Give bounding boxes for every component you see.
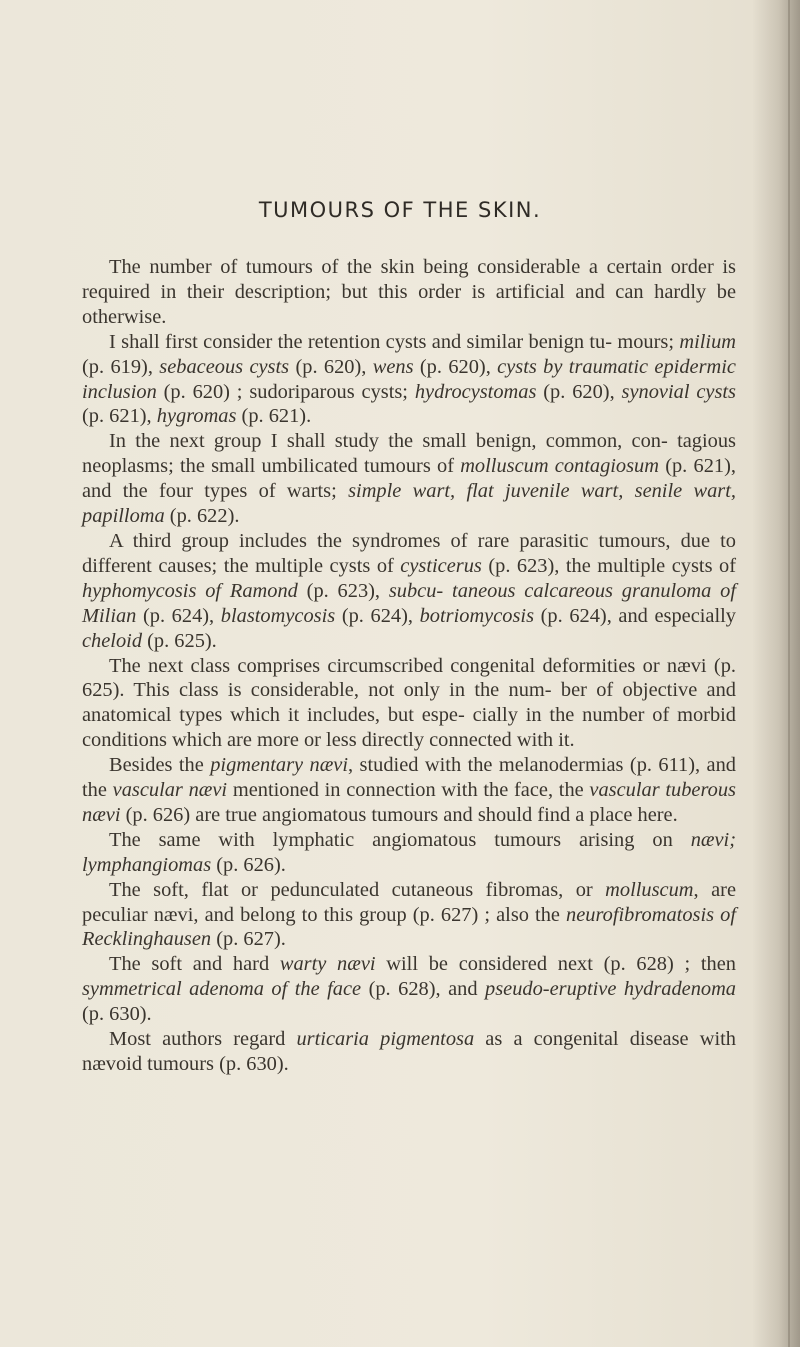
italic-term: urticaria pigmentosa: [296, 1028, 475, 1051]
paragraph: [82, 952, 736, 1027]
page-title: TUMOURS OF THE SKIN.: [258, 198, 542, 222]
text-run: The number of tumours of the skin being considerable a certain order is required in their description; but this order is artificial and can hardly be otherwise.: [82, 256, 736, 328]
text-run: (p. 620),: [536, 380, 622, 403]
italic-term: molluscum: [605, 878, 694, 901]
text-run: (p. 624),: [136, 604, 221, 627]
paragraph: [82, 255, 736, 330]
italic-term: botriomycosis: [419, 604, 535, 627]
text-run: (p. 619),: [82, 355, 160, 378]
italic-term: cysts by traumatic epidermic inclusion: [82, 355, 736, 403]
text-run: (p. 624), and especially: [534, 604, 736, 627]
paragraph: [82, 878, 736, 953]
italic-term: blastomycosis: [220, 604, 336, 627]
italic-term: cheloid: [82, 629, 143, 652]
text-run: will be considered next (p. 628) ; then: [375, 953, 736, 976]
italic-term: molluscum contagiosum: [460, 455, 659, 478]
text-run: Most authors regard: [109, 1028, 297, 1051]
paragraph: [82, 753, 736, 828]
italic-term: pigmentary nævi: [210, 754, 349, 777]
text-run: (p. 620) ; sudoriparous cysts;: [156, 380, 415, 403]
italic-term: sebaceous cysts: [159, 355, 290, 378]
text-run: I shall first consider the retention cysts and similar benign tu- mours;: [109, 330, 680, 353]
text-run: (p. 620),: [413, 355, 498, 378]
body-text: [82, 255, 736, 1077]
paragraph: [82, 1027, 736, 1077]
text-run: (p. 626) are true angiomatous tumours and should find a place here.: [120, 803, 678, 826]
text-run: as a congenital disease with nævoid tumours (p. 630).: [82, 1028, 736, 1075]
italic-term: warty nævi: [279, 953, 376, 976]
italic-term: hydrocystomas: [414, 380, 537, 403]
italic-term: synovial cysts: [621, 380, 736, 403]
text-run: The soft, flat or pedunculated cutaneous fibromas, or: [109, 878, 606, 901]
italic-term: pseudo-eruptive hydradenoma: [485, 978, 737, 1001]
paragraph: [82, 654, 736, 754]
text-run: In the next group I shall study the small benign, common, con- tagious neoplasms; the small umbilicated tumours of: [82, 430, 736, 478]
text-run: (p. 623),: [297, 579, 389, 602]
text-run: (p. 624),: [335, 604, 420, 627]
italic-term: hyphomycosis of Ramond: [82, 579, 298, 602]
italic-term: neurofibromatosis of Recklinghausen: [82, 903, 736, 951]
text-run: (p. 625).: [142, 629, 217, 652]
text-run: The same with lymphatic angiomatous tumours arising on: [109, 828, 691, 851]
italic-term: cysticerus: [400, 554, 482, 577]
italic-term: hygromas: [156, 405, 237, 428]
italic-term: symmetrical adenoma of the face: [82, 978, 362, 1001]
paragraph: [82, 529, 736, 654]
italic-term: vascular tuberous nævi: [82, 779, 736, 826]
text-run: mentioned in connection with the face, the: [227, 779, 590, 802]
text-run: (p. 622).: [164, 505, 240, 528]
text-run: (p. 626).: [211, 853, 286, 876]
italic-term: simple wart, flat juvenile wart, senile wart, papilloma: [82, 480, 736, 528]
text-run: , are peculiar nævi, and belong to this group (p. 627) ; also the: [82, 878, 736, 926]
paragraph: [82, 330, 736, 430]
text-run: (p. 621), and the four types of warts;: [82, 455, 736, 503]
text-run: (p. 621).: [236, 405, 312, 428]
italic-term: vascular nævi: [112, 779, 228, 802]
text-run: A third group includes the syndromes of rare parasitic tumours, due to different causes; the multiple cysts of: [82, 529, 736, 577]
text-run: (p. 630).: [82, 1003, 152, 1026]
text-run: The next class comprises circumscribed congenital deformities or nævi (p. 625). This class is considerable, not only in the num- ber of objective and anatomical types which it includes, but espe- cially in the number of morbid conditions which are more or less directly connected with it.: [82, 654, 736, 752]
italic-term: wens: [372, 355, 414, 378]
text-run: (p. 623), the multiple cysts of: [481, 554, 736, 577]
italic-term: subcu- taneous calcareous granuloma of Milian: [82, 579, 736, 627]
italic-term: nævi; lymphangiomas: [82, 828, 736, 876]
paragraph: [82, 429, 736, 529]
text-run: (p. 620),: [289, 355, 373, 378]
text-run: (p. 621),: [82, 405, 157, 428]
text-run: , studied with the melanodermias (p. 611), and the: [82, 754, 737, 802]
text-run: (p. 627).: [211, 928, 286, 951]
text-run: (p. 628), and: [361, 978, 486, 1001]
italic-term: milium: [679, 330, 736, 353]
text-run: The soft and hard: [109, 953, 280, 976]
text-run: Besides the: [109, 754, 211, 777]
paragraph: [82, 828, 736, 878]
